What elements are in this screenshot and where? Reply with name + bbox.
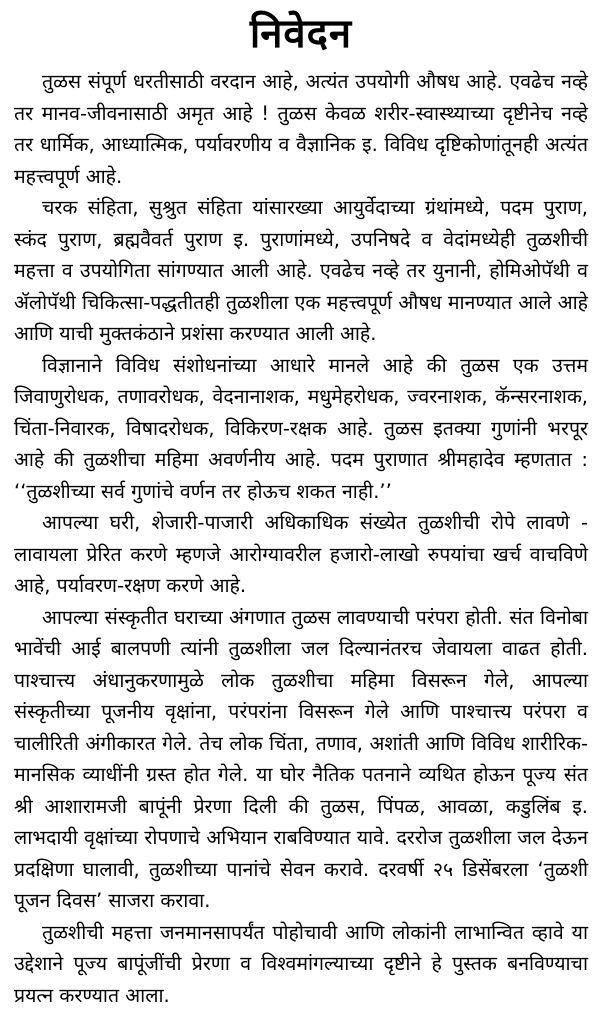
paragraph-1: तुळस संपूर्ण धरतीसाठी वरदान आहे, अत्यंत उपयोगी औषध आहे. एवढेच नव्हे तर मानव-जीवनासाठी अमृत आहे ! तुळस केवळ शरीर-स्वास्थ्याच्या दृष्टीनेच नव्हे तर धार्मिक, आध्यात्मिक, पर्यावरणीय व वैज्ञानिक इ. विविध दृष्टिकोणांतूनही अत्यंत महत्त्वपूर्ण आहे. <box>14 66 588 192</box>
paragraph-4: आपल्या घरी, शेजारी-पाजारी अधिकाधिक संख्येत तुळशीची रोपे लावणे - लावायला प्रेरित करणे म्हणजे आरोग्यावरील हजारो-लाखो रुपयांचा खर्च वाचविणे आहे, पर्यावरण-रक्षण करणे आहे. <box>14 507 588 602</box>
paragraph-2: चरक संहिता, सुश्रुत संहिता यांसारख्या आयुर्वेदाच्या ग्रंथांमध्ये, पदम पुराण, स्कंद पुराण, ब्रह्मवैवर्त पुराण इ. पुराणांमध्ये, उपनिषदे व वेदांमध्येही तुळशीची महत्ता व उपयोगिता सांगण्यात आली आहे. एवढेच नव्हे तर युनानी, होमिओपॅथी व ॲलोपॅथी चिकित्सा-पद्धतीतही तुळशीला एक महत्त्वपूर्ण औषध मानण्यात आले आहे आणि याची मुक्तकंठाने प्रशंसा करण्यात आली आहे. <box>14 192 588 350</box>
paragraph-3: विज्ञानाने विविध संशोधनांच्या आधारे मानले आहे की तुळस एक उत्तम जिवाणुरोधक, तणावरोधक, वेदनानाशक, मधुमेहरोधक, ज्वरनाशक, कॅन्सरनाशक, चिंता-निवारक, विषादरोधक, विकिरण-रक्षक आहे. तुळस इतक्या गुणांनी भरपूर आहे की तुळशीचा महिमा अवर्णनीय आहे. पदम पुराणात श्रीमहादेव म्हणतात : ‘‘तुळशीच्या सर्व गुणांचे वर्णन तर होऊच शकत नाही.’’ <box>14 350 588 508</box>
page-title: निवेदन <box>14 8 588 60</box>
paragraph-6: तुळशीची महत्ता जनमानसापर्यंत पोहोचावी आणि लोकांनी लाभान्वित व्हावे या उद्देशाने पूज्य बापूंजींची प्रेरणा व विश्वमांगल्याच्या दृष्टीने हे पुस्तक बनविण्याचा प्रयत्न करण्यात आला. <box>14 917 588 1011</box>
paragraph-5: आपल्या संस्कृतीत घराच्या अंगणात तुळस लावण्याची परंपरा होती. संत विनोबा भावेंची आई बालपणी त्यांनी तुळशीला जल दिल्यानंतरच जेवायला वाढत होती. पाश्चात्त्य अंधानुकरणामुळे लोक तुळशीचा महिमा विसरून गेले, आपल्या संस्कृतीच्या पूजनीय वृक्षांना, परंपरांना विसरून गेले आणि पाश्चात्त्य परंपरा व चालीरिती अंगीकारत गेले. तेच लोक चिंता, तणाव, अशांती आणि विविध शारीरिक-मानसिक व्याधींनी ग्रस्त होत गेले. या घोर नैतिक पतनाने व्यथित होऊन पूज्य संत श्री आशारामजी बापूंनी प्रेरणा दिली की तुळस, पिंपळ, आवळा, कडुलिंब इ. लाभदायी वृक्षांच्या रोपणाचे अभियान राबविण्यात यावे. दररोज तुळशीला जल देऊन प्रदक्षिणा घालावी, तुळशीच्या पानांचे सेवन करावे. दरवर्षी २५ डिसेंबरला ‘तुळशी पूजन दिवस’ साजरा करावा. <box>14 602 588 917</box>
